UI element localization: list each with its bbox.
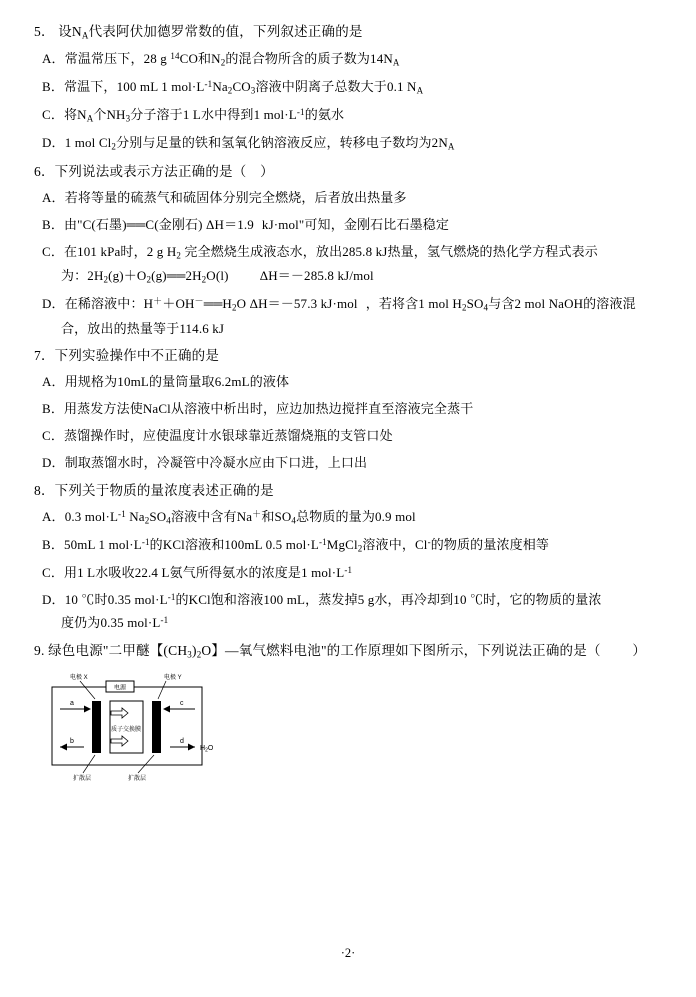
question-6-option-d-cont: 合，放出的热量等于114.6 kJ <box>61 320 225 336</box>
question-6-number: 6． <box>34 163 55 179</box>
question-9-number: 9. <box>34 642 45 658</box>
question-7-option-c: C．蒸馏操作时，应使温度计水银球靠近蒸馏烧瓶的支管口处 <box>42 428 393 444</box>
svg-text:电极 Y: 电极 Y <box>164 675 182 682</box>
question-5-option-d: D．1 mol $Cl_2$分别与足量的铁和氢氧化钠溶液反应，转移电子数均为$2N_A$ <box>42 135 455 152</box>
question-9-stem: 9. 绿色电源"二甲醚【$(CH_3)_2O$】—氧气燃料电池"的工作原理如下图所示，下列说法正确的是（ ） <box>34 642 647 659</box>
question-8-option-a: A．0.3 $mol\cdot L^{-1}$ $Na_2SO_4$溶液中含有Na＋和$SO_4$总物质的量为0.9 mol <box>42 508 416 526</box>
question-6-stem: 6．下列说法或表示方法正确的是（ ） <box>34 163 274 179</box>
question-8 <box>34 481 662 634</box>
question-5-number: 5． <box>34 24 55 39</box>
question-8-option-d: D．10 ℃时0.35 $mol\cdot L^{-1}$的KCl饱和溶液100 mL，蒸发掉5 g水，再冷却到10 ℃时，它的物质的量浓 <box>42 592 602 608</box>
question-8-option-c: C．用1 L水吸收22.4 L氨气所得氨水的浓度是1 $mol\cdot L^{-1}$ <box>42 565 353 581</box>
svg-text:扩散层: 扩散层 <box>128 776 147 782</box>
svg-text:d: d <box>180 738 184 746</box>
fuel-cell-figure <box>40 669 662 781</box>
question-8-option-d-cont: 度仍为0.35 $mol\cdot L^{-1}$ <box>61 615 169 631</box>
question-6 <box>34 162 662 339</box>
question-7-stem: 7．下列实验操作中不正确的是 <box>34 347 220 363</box>
question-8-stem: 8．下列关于物质的量浓度表述正确的是 <box>34 482 274 498</box>
question-7-option-b: B．用蒸发方法使NaCl从溶液中析出时，应边加热边搅拌直至溶液完全蒸干 <box>42 401 474 417</box>
page-footer: ·2· <box>340 946 356 960</box>
svg-text:b: b <box>70 738 74 746</box>
question-6-option-c: C．在101 kPa时，2 g $H_2$ 完全燃烧生成液态水，放出285.8 kJ热量，氢气燃烧的热化学方程式表示 <box>42 244 598 261</box>
svg-text:电极 X: 电极 X <box>70 675 88 682</box>
question-6-option-a: A．若将等量的硫蒸气和硫固体分别完全燃烧，后者放出热量多 <box>42 189 407 205</box>
question-7-option-d: D．制取蒸馏水时，冷凝管中冷凝水应由下口进，上口出 <box>42 455 368 471</box>
question-6-option-d: D．在稀溶液中：$H^++OH^-══H_2O$ ΔH＝－57.3 kJ·mol ，若将含1 mol $H_2SO_4$与含2 mol NaOH的溶液混 <box>42 296 636 313</box>
svg-text:H2O: $H_2O$ <box>200 745 214 754</box>
question-6-option-c-cont: 为：$2H_2(g)+O_2(g)══2H_2O(l)$ ΔH＝－285.8 kJ/mol <box>61 268 374 285</box>
question-8-option-b: B．50mL 1 $mol\cdot L^{-1}$的KCl溶液和100mL 0.5 $mol\cdot L^{-1}MgCl_2$溶液中，Cl-的物质的量浓度相等 <box>42 536 550 554</box>
question-5-option-a: A．常温常压下，28 g $^{14}$CO和$N_2$的混合物所含的质子数为$14N_A$ <box>42 50 400 67</box>
fuel-cell-diagram <box>40 669 250 781</box>
question-5-option-c: C．将$N_A$个$NH_3$分子溶于1 L水中得到1 $mol\cdot L^{-1}$的氨水 <box>42 107 345 124</box>
question-7-option-a: A．用规格为10mL的量筒量取6.2mL的液体 <box>42 373 290 389</box>
question-7-number: 7． <box>34 347 55 363</box>
svg-text:电源: 电源 <box>113 685 127 692</box>
svg-text:a: a <box>70 700 74 708</box>
svg-text:质子交换膜: 质子交换膜 <box>110 727 142 734</box>
svg-text:c: c <box>180 700 184 708</box>
question-5-option-b: B．常温下，100 mL 1 $mol\cdot L^{-1}Na_2CO_3$溶液中阴离子总数大于0.1 $N_A$ <box>42 78 424 96</box>
question-8-number: 8． <box>34 482 55 498</box>
question-7 <box>34 346 662 474</box>
question-6-option-b: B．由"C(石墨)══C(金刚石) ΔH＝1.9 kJ·mol"可知，金刚石比石墨稳定 <box>42 216 450 232</box>
question-5-stem: 5． 设$N_A$代表阿伏加德罗常数的值，下列叙述正确的是 <box>34 24 363 41</box>
question-9 <box>34 641 662 782</box>
question-5 <box>34 22 662 155</box>
svg-text:扩散层: 扩散层 <box>73 776 92 782</box>
